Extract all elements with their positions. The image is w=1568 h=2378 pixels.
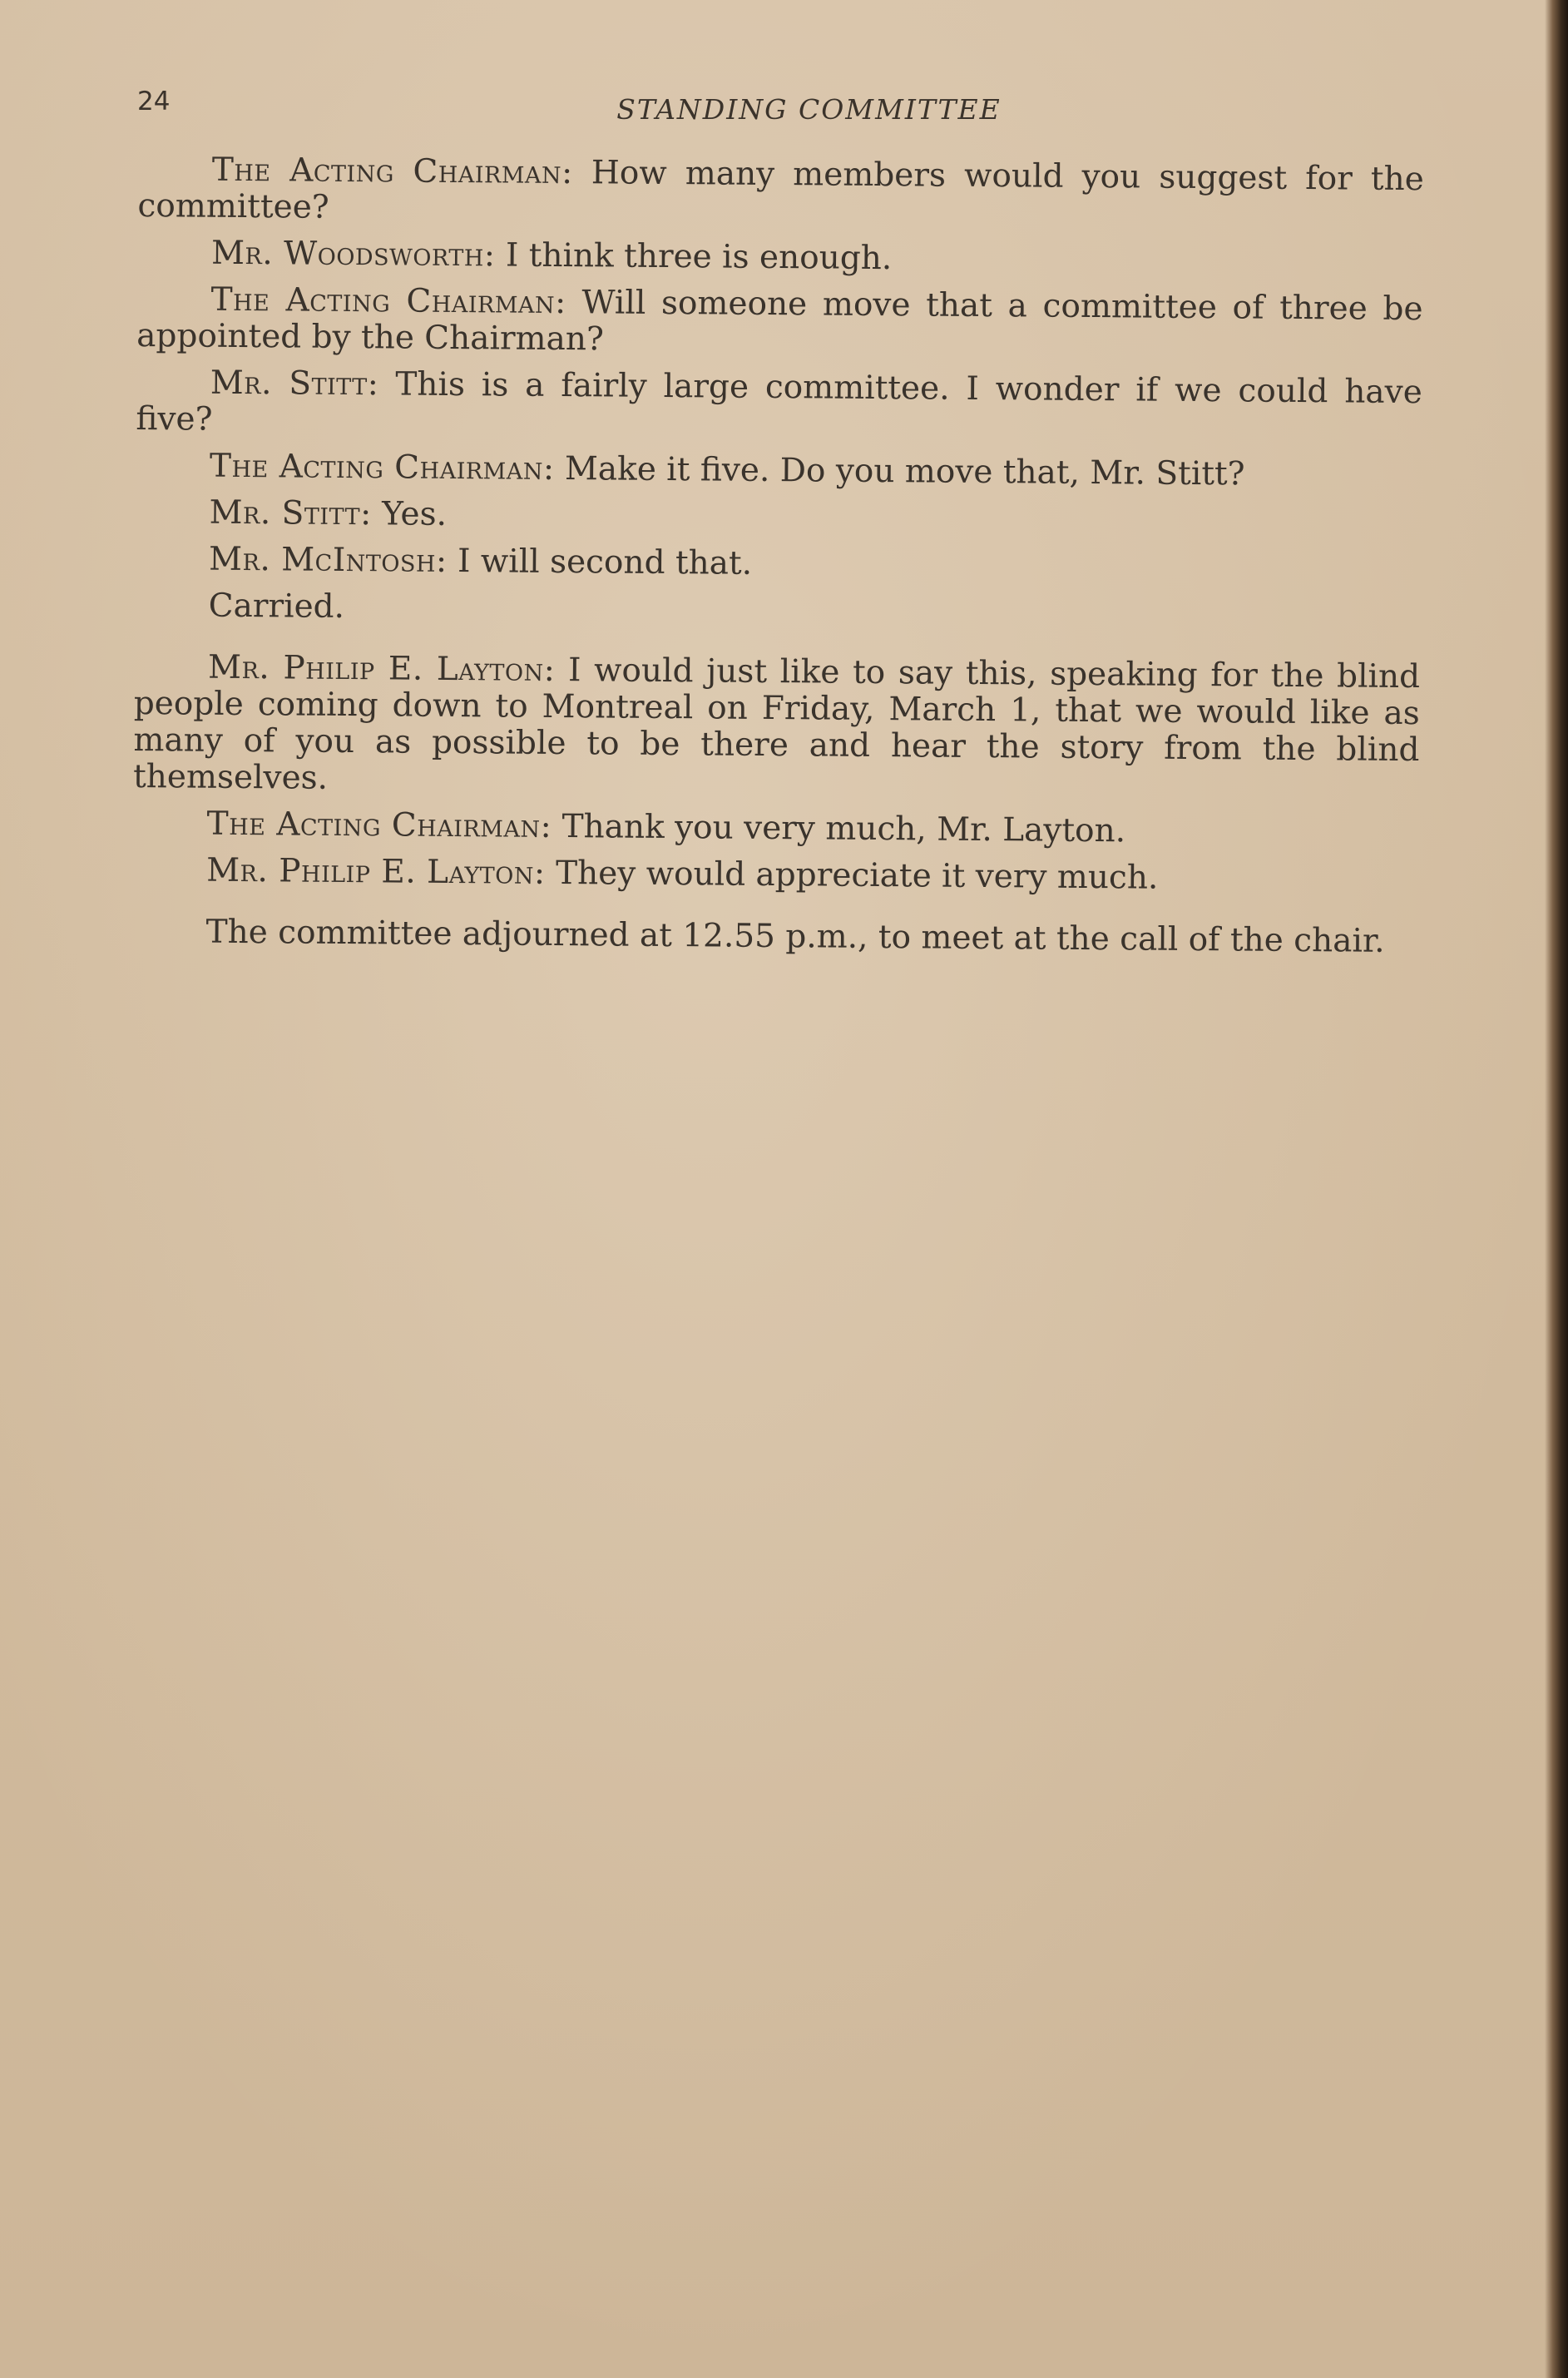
speaker-name: The Acting Chairman:	[210, 280, 566, 322]
motion-result	[135, 587, 1421, 634]
speaker-name: Mr. Philip E. Layton:	[206, 851, 546, 892]
transcript-paragraph	[136, 281, 1423, 364]
transcript-paragraph	[135, 494, 1421, 541]
speaker-name: The Acting Chairman:	[206, 805, 552, 845]
speaker-name: The Acting Chairman:	[209, 447, 555, 488]
transcript-paragraph	[132, 852, 1418, 899]
speech-text: Will someone move that a committee of three be appointed by the Chairman?	[136, 284, 1423, 359]
speaker-name: Mr. Stitt:	[210, 364, 379, 404]
transcript-paragraph	[136, 448, 1422, 494]
transcript-paragraph	[133, 649, 1420, 805]
speech-text: I would just like to say this, speaking for the blind people coming down to Montreal on Friday, March 1, that we would like as many of you as possible to be there and hear the story from the blind themselves.	[132, 651, 1421, 797]
motion-result-text: Carried.	[208, 587, 345, 626]
speaker-name: Mr. Philip E. Layton:	[207, 648, 556, 689]
speech-text: This is a fairly large committee. I wonder if we could have five?	[136, 365, 1422, 438]
transcript-body	[131, 151, 1424, 970]
running-head: STANDING COMMITTEE	[616, 93, 1002, 126]
transcript-paragraph	[137, 235, 1423, 281]
page-edge-shadow	[1545, 0, 1568, 2378]
adjournment-text: The committee adjourned at 12.55 p.m., to meet at the call of the chair.	[205, 913, 1385, 960]
transcript-paragraph	[135, 541, 1421, 587]
speaker-name: Mr. Stitt:	[209, 493, 372, 533]
speaker-name: Mr. Woodsworth:	[210, 234, 496, 275]
speech-text: How many members would you suggest for the committee?	[137, 154, 1424, 226]
speech-text: Yes.	[381, 495, 448, 533]
transcript-paragraph	[137, 151, 1424, 235]
speaker-name: Mr. McIntosh:	[208, 540, 448, 580]
speech-text: Make it five. Do you move that, Mr. Stitt?	[564, 450, 1245, 493]
speech-text: They would appreciate it very much.	[555, 854, 1159, 897]
speaker-name: The Acting Chairman:	[211, 151, 573, 192]
page-number: 24	[137, 87, 171, 116]
speech-text: Thank you very much, Mr. Layton.	[561, 808, 1126, 850]
transcript-paragraph	[132, 805, 1418, 852]
transcript-paragraph	[136, 364, 1422, 448]
adjournment-note	[131, 914, 1417, 960]
speech-text: I think three is enough.	[505, 236, 893, 278]
speech-text: I will second that.	[457, 542, 753, 582]
